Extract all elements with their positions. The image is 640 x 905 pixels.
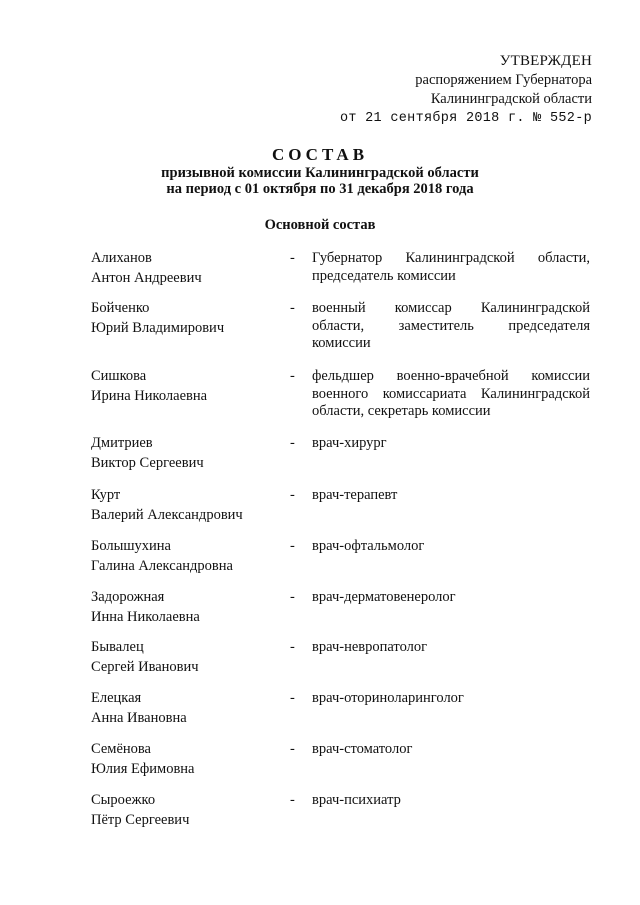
approval-title: УТВЕРЖДЕН	[499, 53, 592, 69]
member-first-name: Виктор Сергеевич	[91, 455, 204, 472]
member-first-name: Пётр Сергеевич	[91, 812, 190, 829]
member-name	[91, 250, 281, 288]
approval-date-line: от 21 сентября 2018 г. № 552-р	[339, 111, 592, 126]
member-role: врач-дерматовенеролог	[312, 589, 456, 605]
member-surname: Семёнова	[91, 741, 151, 757]
member-name	[91, 639, 281, 677]
member-role: врач-стоматолог	[312, 741, 413, 757]
section-heading: Основной состав	[264, 217, 376, 233]
member-dash: -	[290, 538, 295, 554]
member-name	[91, 690, 281, 728]
approval-stamp	[340, 52, 592, 128]
member-dash: -	[290, 589, 295, 605]
member-dash: -	[290, 792, 295, 808]
approval-line-1: распоряжением Губернатора	[415, 72, 592, 88]
member-first-name: Юлия Ефимовна	[91, 761, 195, 778]
member-surname: Дмитриев	[91, 435, 153, 451]
member-role: врач-оториноларинголог	[312, 690, 464, 706]
member-role: врач-терапевт	[312, 487, 398, 503]
member-role: врач-офтальмолог	[312, 538, 425, 554]
member-dash: -	[290, 741, 295, 757]
member-role: фельдшер военно-врачебной комиссии военного комиссариата Калининградской области, секретарь комиссии	[312, 368, 590, 420]
member-surname: Задорожная	[91, 589, 165, 605]
member-first-name: Юрий Владимирович	[91, 320, 225, 337]
member-name	[91, 741, 281, 779]
member-role: врач-психиатр	[312, 792, 401, 808]
member-surname: Курт	[91, 487, 121, 503]
document-subtitle-line-2: на период с 01 октября по 31 декабря 2018 года	[166, 181, 474, 197]
member-name	[91, 538, 281, 576]
member-surname: Алиханов	[91, 250, 152, 266]
member-dash: -	[290, 368, 295, 384]
member-surname: Елецкая	[91, 690, 142, 706]
member-surname: Болышухина	[91, 538, 171, 554]
member-first-name: Галина Александровна	[91, 558, 233, 575]
member-name	[91, 300, 281, 338]
member-name	[91, 368, 281, 406]
approval-line-2: Калининградской области	[430, 91, 592, 107]
member-surname: Бойченко	[91, 300, 150, 316]
member-first-name: Сергей Иванович	[91, 659, 199, 676]
member-name	[91, 487, 281, 525]
member-dash: -	[290, 300, 295, 316]
member-first-name: Ирина Николаевна	[91, 388, 208, 405]
member-name	[91, 435, 281, 473]
member-dash: -	[290, 250, 295, 266]
member-role: Губернатор Калининградской области, председатель комиссии	[312, 250, 590, 284]
member-first-name: Антон Андреевич	[91, 270, 202, 287]
document-subtitle-line-1: призывной комиссии Калининградской области	[161, 165, 479, 181]
member-role: врач-хирург	[312, 435, 387, 451]
member-dash: -	[290, 690, 295, 706]
member-first-name: Анна Ивановна	[91, 710, 187, 727]
member-first-name: Инна Николаевна	[91, 609, 200, 626]
member-surname: Сишкова	[91, 368, 147, 384]
member-dash: -	[290, 435, 295, 451]
member-surname: Сыроежко	[91, 792, 156, 808]
member-dash: -	[290, 487, 295, 503]
member-name	[91, 792, 281, 830]
member-surname: Бывалец	[91, 639, 144, 655]
member-dash: -	[290, 639, 295, 655]
member-role: врач-невропатолог	[312, 639, 428, 655]
member-first-name: Валерий Александрович	[91, 507, 243, 524]
member-name	[91, 589, 281, 627]
member-role: военный комиссар Калининградской области, заместитель председателя комиссии	[312, 300, 590, 352]
document-title: СОСТАВ	[271, 145, 369, 164]
